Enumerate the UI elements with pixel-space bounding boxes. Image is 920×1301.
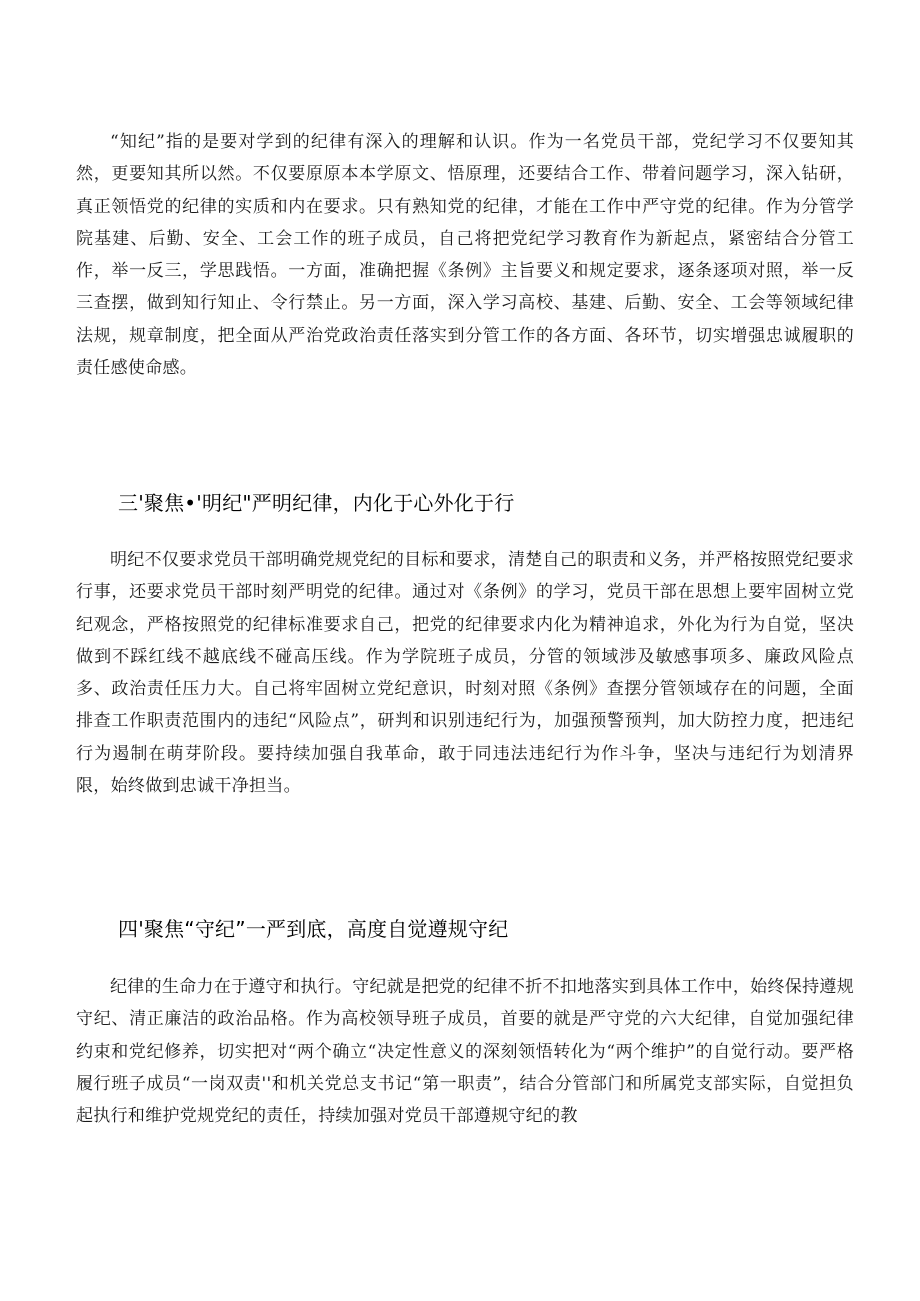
body-paragraph-mingji: 明纪不仅要求党员干部明确党规党纪的目标和要求，清楚自己的职责和义务，并严格按照党纪要求行事，还要求党员干部时刻严明党的纪律。通过对《条例》的学习，党员干部在思想上要牢固树立党纪观念，严格按照党的纪律标准要求自己，把党的纪律要求内化为精神追求，外化为行为自觉，坚决做到不踩红线不越底线不碰高压线。作为学院班子成员，分管的领域涉及敏感事项多、廉政风险点多、政治责任压力大。自己将牢固树立党纪意识，时刻对照《条例》查摆分管领域存在的问题，全面排查工作职责范围内的违纪“风险点”，研判和识别违纪行为，加强预警预判，加大防控力度，把违纪行为遏制在萌芽阶段。要持续加强自我革命，敢于同违法违纪行为作斗争，坚决与违纪行为划清界限，始终做到忠诚干净担当。 <box>76 550 854 797</box>
body-paragraph-zhiji: “知纪”指的是要对学到的纪律有深入的理解和认识。作为一名党员干部，党纪学习不仅要知其然，更要知其所以然。不仅要原原本本学原文、悟原理，还要结合工作、带着问题学习，深入钻研，真正领悟党的纪律的实质和内在要求。只有熟知党的纪律，才能在工作中严守党的纪律。作为分管学院基建、后勤、安全、工会工作的班子成员，自己将把党纪学习教育作为新起点，紧密结合分管工作，举一反三，学思践悟。一方面，准确把握《条例》主旨要义和规定要求，逐条逐项对照，举一反三查摆，做到知行知止、令行禁止。另一方面，深入学习高校、基建、后勤、安全、工会等领域纪律法规，规章制度，把全面从严治党政治责任落实到分管工作的各方面、各环节，切实增强忠诚履职的责任感使命感。 <box>76 132 854 379</box>
section-heading-4: 四'聚焦“守纪”一严到底，高度自觉遵规守纪 <box>118 917 509 941</box>
body-paragraph-shouji: 纪律的生命力在于遵守和执行。守纪就是把党的纪律不折不扣地落实到具体工作中，始终保持遵规守纪、清正廉洁的政治品格。作为高校领导班子成员，首要的就是严守党的六大纪律，自觉加强纪律约束和党纪修养，切实把对“两个确立“决定性意义的深刻领悟转化为“两个维护”的自觉行动。要严格履行班子成员“一岗双责''和机关党总支书记“第一职责”，结合分管部门和所属党支部实际，自觉担负起执行和维护党规党纪的责任，持续加强对党员干部遵规守纪的教 <box>76 977 854 1127</box>
section-heading-3: 三'聚焦•'明纪"严明纪律，内化于心外化于行 <box>118 491 515 515</box>
